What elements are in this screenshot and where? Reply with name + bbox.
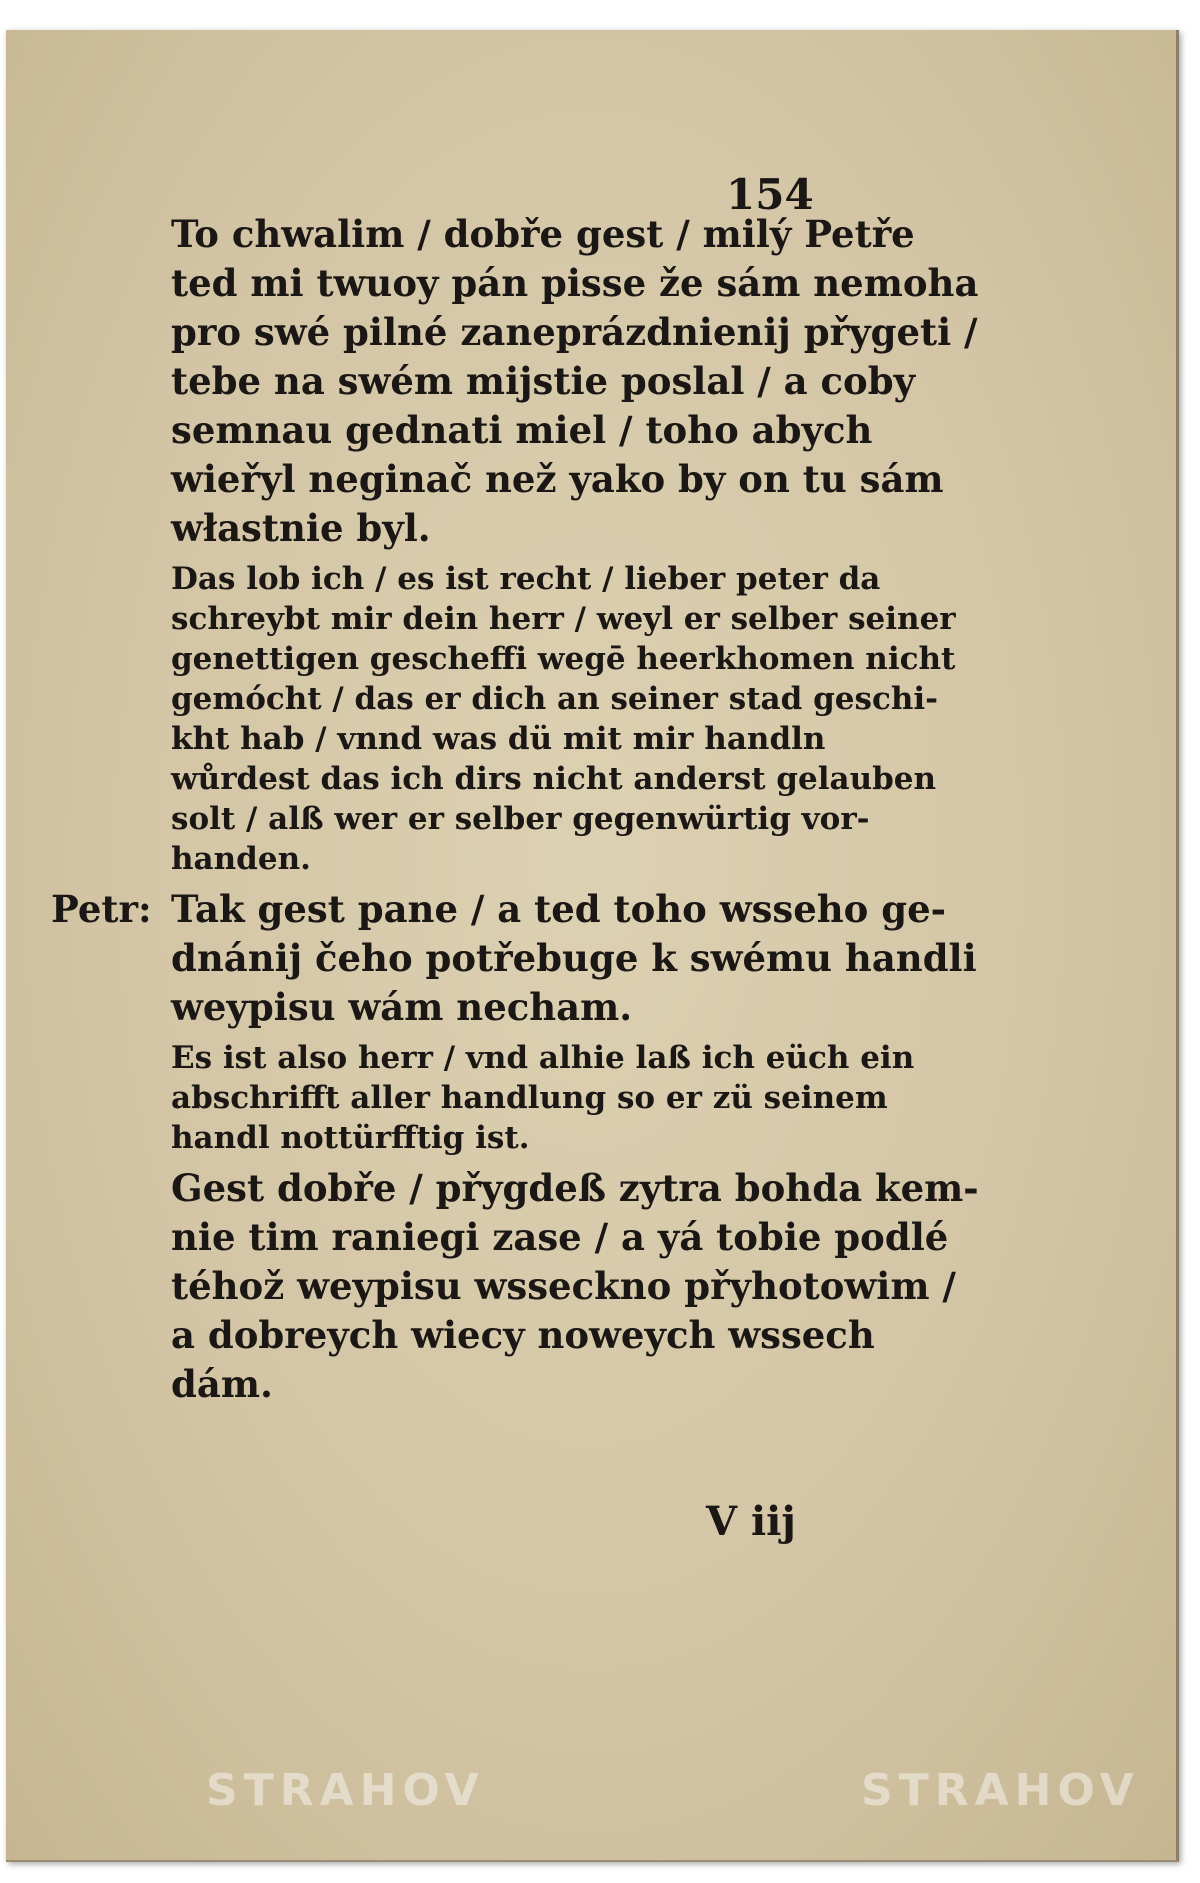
signature-mark: V iij (706, 1498, 796, 1545)
text-block (51, 210, 979, 1415)
folio-number: 154 (726, 170, 814, 219)
paragraph-german-1 (171, 559, 971, 879)
text-line: téhož weypisu wsseckno přyhotowim / (171, 1264, 956, 1308)
text-line: kht hab / vnnd was dü mit mir handln (171, 721, 826, 757)
text-line: genettigen gescheffi wegē heerkhomen nicht (171, 641, 956, 677)
text-line: handl nottürfftig ist. (171, 1120, 530, 1156)
paragraph-czech-1 (171, 210, 979, 553)
watermark-right: STRAHOV (861, 1765, 1140, 1816)
text-line: Gest dobře / přygdeß zytra bohda kem- (171, 1166, 979, 1210)
text-line: solt / alß wer er selber gegenwürtig vor- (171, 801, 870, 837)
speaker-label: Petr: (51, 887, 152, 931)
text-line: dnánij čeho potřebuge k swému handli (171, 936, 977, 980)
text-line: abschrifft aller handlung so er zü seinem (171, 1080, 888, 1116)
paragraph-czech-3 (171, 1164, 979, 1409)
text-line: Es ist also herr / vnd alhie laß ich eüch ein (171, 1040, 915, 1076)
text-line: wieřyl neginač než yako by on tu sám (171, 457, 944, 501)
text-line: schreybt mir dein herr / weyl er selber seiner (171, 601, 956, 637)
text-line: nie tim raniegi zase / a yá tobie podlé (171, 1215, 949, 1259)
watermark-left: STRAHOV (206, 1765, 485, 1816)
text-line: tebe na swém mijstie poslal / a coby (171, 359, 916, 403)
text-line: dám. (171, 1362, 273, 1406)
text-line: ted mi twuoy pán pisse že sám nemoha (171, 261, 979, 305)
text-line: To chwalim / dobře gest / milý Petře (171, 212, 915, 256)
text-line: włastnie byl. (171, 506, 431, 550)
text-line: a dobreych wiecy noweych wssech (171, 1313, 875, 1357)
text-line: Das lob ich / es ist recht / lieber peter da (171, 561, 881, 597)
text-line: pro swé pilné zaneprázdnienij přygeti / (171, 310, 978, 354)
text-line: gemócht / das er dich an seiner stad geschi- (171, 681, 939, 717)
text-line: handen. (171, 841, 311, 877)
paragraph-czech-2 (51, 885, 977, 1032)
text-line: Tak gest pane / a ted toho wsseho ge- (171, 887, 947, 931)
text-line: wůrdest das ich dirs nicht anderst gelauben (171, 761, 937, 797)
paragraph-german-2 (171, 1038, 971, 1158)
text-line: semnau gednati miel / toho abych (171, 408, 873, 452)
book-page (6, 30, 1179, 1862)
text-line: weypisu wám necham. (171, 985, 633, 1029)
